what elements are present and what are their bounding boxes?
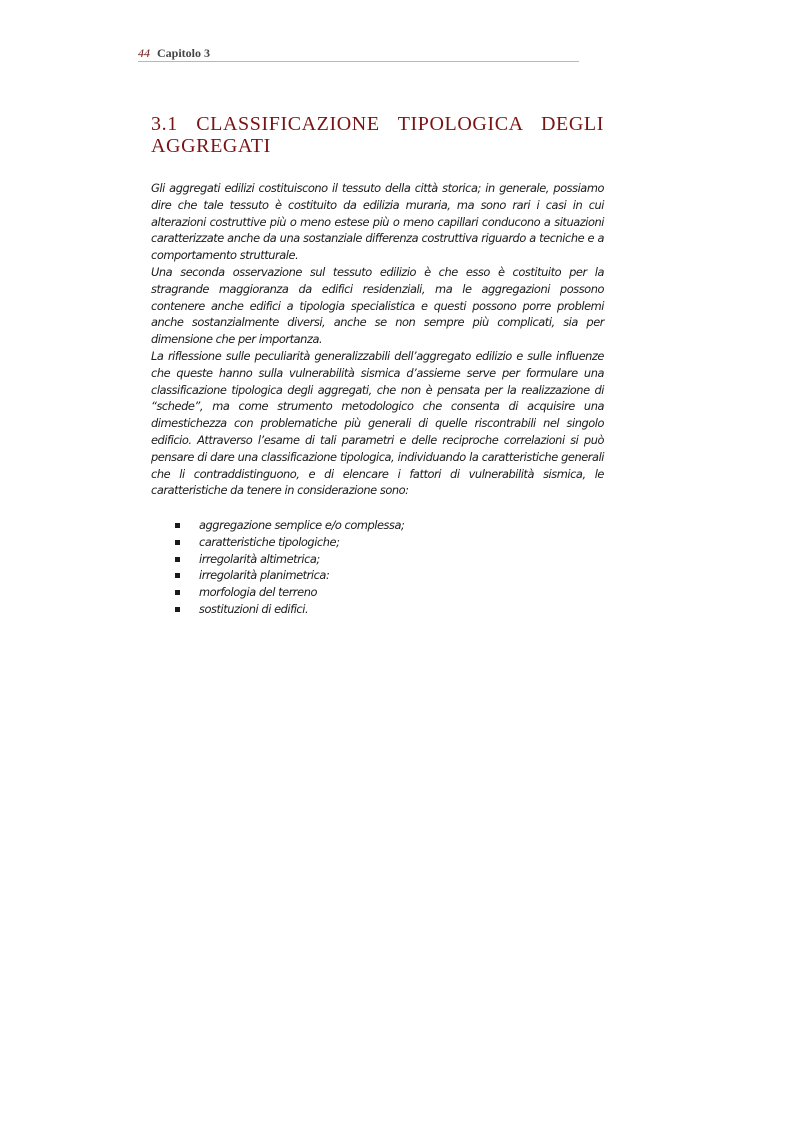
list-item bbox=[151, 584, 604, 601]
paragraph-1: Gli aggregati edilizi costituiscono il tessuto della città storica; in generale, possiamo dire che tale tessuto è costituito da edilizia muraria, ma sono rari i casi in cui alterazioni costruttive più o meno estese più o meno capillari conducono a situazioni caratterizzate anche da una sostanziale differenza costruttiva riguardo a tecniche e a comportamento strutturale. bbox=[151, 181, 604, 263]
list-item bbox=[151, 517, 604, 534]
list-item bbox=[151, 534, 604, 551]
square-bullet-icon bbox=[175, 573, 180, 578]
factor-list bbox=[151, 517, 604, 618]
list-item-text: sostituzioni di edifici. bbox=[199, 601, 309, 616]
list-item bbox=[151, 567, 604, 584]
list-item bbox=[151, 601, 604, 618]
body-text bbox=[151, 180, 604, 499]
square-bullet-icon bbox=[175, 557, 180, 562]
paragraph-2: Una seconda osservazione sul tessuto edilizio è che esso è costituito per la stragrande maggioranza da edifici residenziali, ma le aggregazioni possono contenere anche edifici a tipologia specialistica e questi possono porre problemi anche sostanzialmente diversi, anche se non sempre più complicati, sia per dimensione che per importanza. bbox=[151, 264, 604, 347]
section-heading: 3.1 CLASSIFICAZIONE TIPOLOGICA DEGLI AGGREGATI bbox=[151, 113, 604, 157]
paragraph-3: La riflessione sulle peculiarità generalizzabili dell’aggregato edilizio e sulle influenze che queste hanno sulla vulnerabilità sismica d’assieme serve per formulare una classificazione tipologica degli aggregati, che non è pensata per la realizzazione di “schede”, ma come strumento metodologico che consenta di acquisire una dimestichezza con problematiche più generali di quelle riscontrabili nel singolo edificio. Attraverso l’esame di tali parametri e delle reciproche correlazioni si può pensare di dare una classificazione tipologica, individuando la caratteristiche generali che li contraddistinguono, e di elencare i fattori di vulnerabilità sismica, le caratteristiche da tenere in considerazione sono: bbox=[151, 348, 604, 498]
square-bullet-icon bbox=[175, 607, 180, 612]
square-bullet-icon bbox=[175, 590, 180, 595]
square-bullet-icon bbox=[175, 540, 180, 545]
page-number: 44 bbox=[138, 46, 150, 60]
list-item bbox=[151, 551, 604, 568]
running-header bbox=[138, 46, 579, 62]
square-bullet-icon bbox=[175, 523, 180, 528]
list-item-text: caratteristiche tipologiche; bbox=[199, 534, 340, 549]
list-item-text: irregolarità planimetrica: bbox=[199, 568, 330, 583]
list-item-text: morfologia del terreno bbox=[199, 585, 318, 600]
list-item-text: irregolarità altimetrica; bbox=[199, 551, 320, 566]
list-item-text: aggregazione semplice e/o complessa; bbox=[199, 518, 405, 532]
chapter-label: Capitolo 3 bbox=[157, 46, 211, 60]
